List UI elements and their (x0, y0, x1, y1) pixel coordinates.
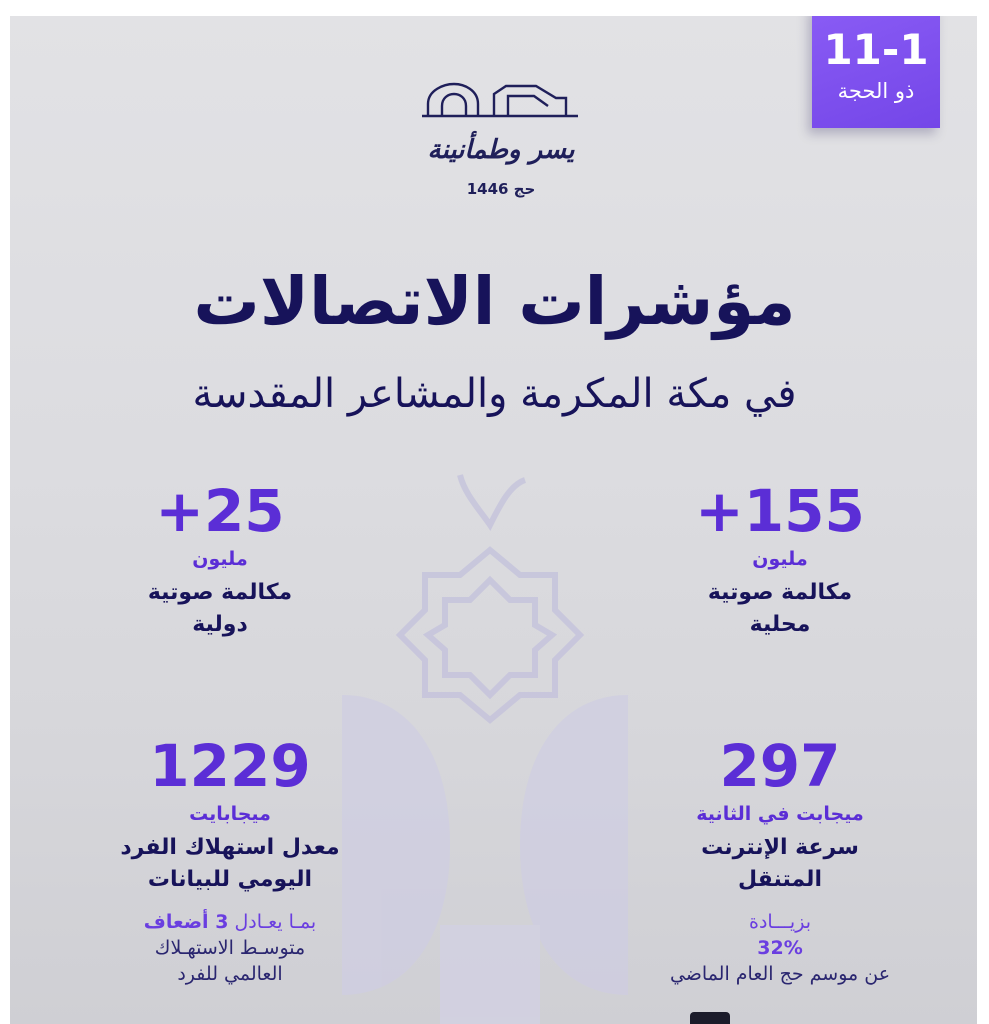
stat-desc-line2: دولية (192, 612, 248, 637)
stat-desc-line2: محلية (749, 612, 811, 637)
stat-note-line3: العالمي للفرد (177, 963, 283, 985)
page-subtitle: في مكة المكرمة والمشاعر المقدسة (192, 371, 797, 417)
stat-note-prefix: بمـا يعـادل (234, 911, 317, 933)
stat-note-percent: 32% (757, 937, 803, 959)
stat-value: +25 (155, 477, 285, 545)
stat-unit: مليون (192, 548, 248, 570)
stat-desc-line1: مكالمة صوتية (707, 580, 853, 605)
stat-note-line1: بزيـــادة (749, 911, 811, 933)
stat-mobile-internet-speed (630, 732, 930, 987)
stat-unit: ميجابايت (189, 803, 271, 825)
page-title: مؤشرات الاتصالات (193, 263, 796, 340)
stat-note-line2: متوسـط الاستهـلاك (154, 937, 306, 959)
logo-year: حج 1446 (466, 180, 536, 198)
date-badge (812, 6, 940, 128)
stat-desc-line2: المتنقل (738, 867, 822, 892)
date-range: 11-1 (823, 25, 929, 74)
stat-value: 1229 (149, 732, 311, 800)
stat-desc-line1: مكالمة صوتية (147, 580, 293, 605)
stat-value: +155 (695, 477, 865, 545)
stat-unit: مليون (752, 548, 808, 570)
frame-right (977, 0, 989, 1024)
stat-note-line1 (80, 909, 380, 935)
stat-desc-line2: اليومي للبيانات (147, 867, 313, 892)
hajj-logo (416, 76, 586, 200)
stat-local-calls (660, 477, 900, 640)
stat-desc-line1: معدل استهلاك الفرد (120, 835, 340, 860)
frame-left (0, 0, 10, 1024)
kaaba-arch-icon (416, 76, 586, 176)
stat-international-calls (100, 477, 340, 640)
stat-unit: ميجابت في الثانية (696, 803, 864, 825)
stat-value: 297 (719, 732, 841, 800)
bottom-edge (690, 1012, 730, 1024)
stat-note-emphasis: 3 أضعاف (143, 911, 229, 933)
stat-data-consumption (80, 732, 380, 987)
date-month: ذو الحجة (837, 79, 915, 103)
logo-script: يسر وطمأنينة (427, 135, 575, 165)
stat-desc-line1: سرعة الإنترنت (701, 835, 859, 860)
stat-note-line3: عن موسم حج العام الماضي (669, 963, 891, 985)
frame-top (0, 0, 989, 16)
